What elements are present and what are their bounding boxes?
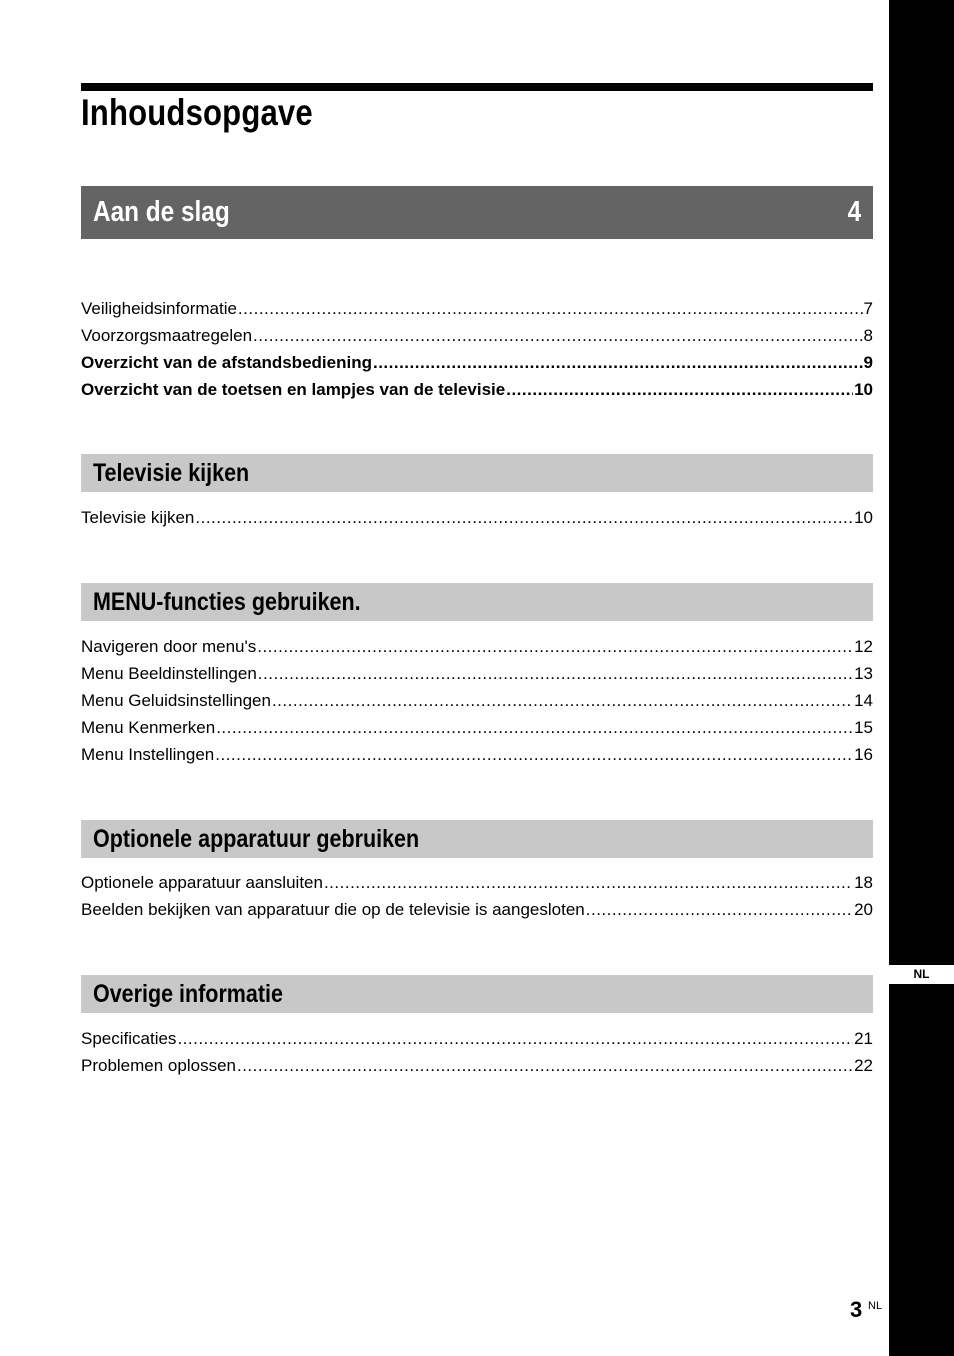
toc-entry-label: Navigeren door menu's [81,637,257,656]
dot-leader [237,1052,853,1079]
toc-entry-label: Menu Kenmerken [81,718,216,737]
toc-entry[interactable] [81,504,873,531]
toc-entry[interactable] [81,633,873,660]
toc-entry-page: 21 [854,1029,873,1048]
dot-leader [324,869,853,896]
toc-list-menu-functies [81,633,873,768]
toc-entry-label: Overzicht van de afstandsbediening [81,353,372,372]
toc-entry[interactable] [81,1025,873,1052]
toc-entry[interactable] [81,869,873,896]
toc-entry-label: Menu Instellingen [81,745,215,764]
dot-leader [177,1025,853,1052]
toc-list-optionele-apparatuur [81,869,873,923]
toc-entry-label: Menu Beeldinstellingen [81,664,257,683]
toc-entry-page: 18 [854,873,873,892]
section-title: Overige informatie [93,979,283,1008]
dot-leader [373,349,863,376]
section-title: Televisie kijken [93,458,250,487]
toc-entry[interactable] [81,741,873,768]
dot-leader [216,714,853,741]
toc-entry-label: Menu Geluidsinstellingen [81,691,271,710]
toc-entry-page: 10 [854,380,873,399]
toc-list-televisie-kijken [81,504,873,531]
toc-entry[interactable] [81,295,873,322]
dot-leader [253,322,862,349]
toc-entry[interactable] [81,322,873,349]
toc-entry-label: Problemen oplossen [81,1056,236,1075]
toc-entry-page: 8 [863,326,873,345]
toc-entry-page: 14 [854,691,873,710]
dot-leader [215,741,853,768]
page-title: Inhoudsopgave [81,92,313,133]
toc-entry-page: 12 [854,637,873,656]
page-number-lang: NL [868,1300,883,1312]
section-header-overige-informatie [81,975,873,1013]
toc-entry[interactable] [81,349,873,376]
dot-leader [506,376,853,403]
toc-entry-page: 15 [854,718,873,737]
toc-entry-page: 9 [863,353,873,372]
toc-entry-label: Overzicht van de toetsen en lampjes van de televisie [81,380,506,399]
toc-entry-label: Specificaties [81,1029,177,1048]
toc-entry-page: 20 [854,900,873,919]
toc-entry[interactable] [81,714,873,741]
toc-entry-page: 7 [863,299,873,318]
dot-leader [586,896,853,923]
page-number: 3 [850,1297,863,1322]
title-rule [81,83,873,91]
toc-entry[interactable] [81,376,873,403]
toc-entry-label: Veiligheidsinformatie [81,299,237,318]
toc-list-overige-informatie [81,1025,873,1079]
section-header-televisie-kijken [81,454,873,492]
section-header-optionele-apparatuur [81,820,873,858]
toc-entry-page: 13 [854,664,873,683]
toc-entry-page: 22 [854,1056,873,1075]
dot-leader [238,295,863,322]
toc-entry[interactable] [81,687,873,714]
toc-entry-label: Optionele apparatuur aansluiten [81,873,323,892]
toc-entry[interactable] [81,660,873,687]
toc-entry-page: 16 [854,745,873,764]
section-header-aan-de-slag [81,186,873,239]
toc-entry-label: Beelden bekijken van apparatuur die op de televisie is aangesloten [81,900,585,919]
dot-leader [257,633,853,660]
side-strip [889,0,954,1356]
language-tab: NL [889,964,954,985]
toc-entry[interactable] [81,1052,873,1079]
toc-list-aan-de-slag [81,295,873,403]
toc-entry-label: Voorzorgsmaatregelen [81,326,253,345]
dot-leader [195,504,853,531]
section-header-menu-functies [81,583,873,621]
section-title: Optionele apparatuur gebruiken [93,824,420,853]
toc-entry-page: 10 [854,508,873,527]
toc-entry-label: Televisie kijken [81,508,195,527]
section-title: MENU-functies gebruiken. [93,587,361,616]
dot-leader [258,660,853,687]
section-number: 4 [847,196,861,228]
section-title: Aan de slag [93,196,230,228]
dot-leader [272,687,853,714]
toc-entry[interactable] [81,896,873,923]
